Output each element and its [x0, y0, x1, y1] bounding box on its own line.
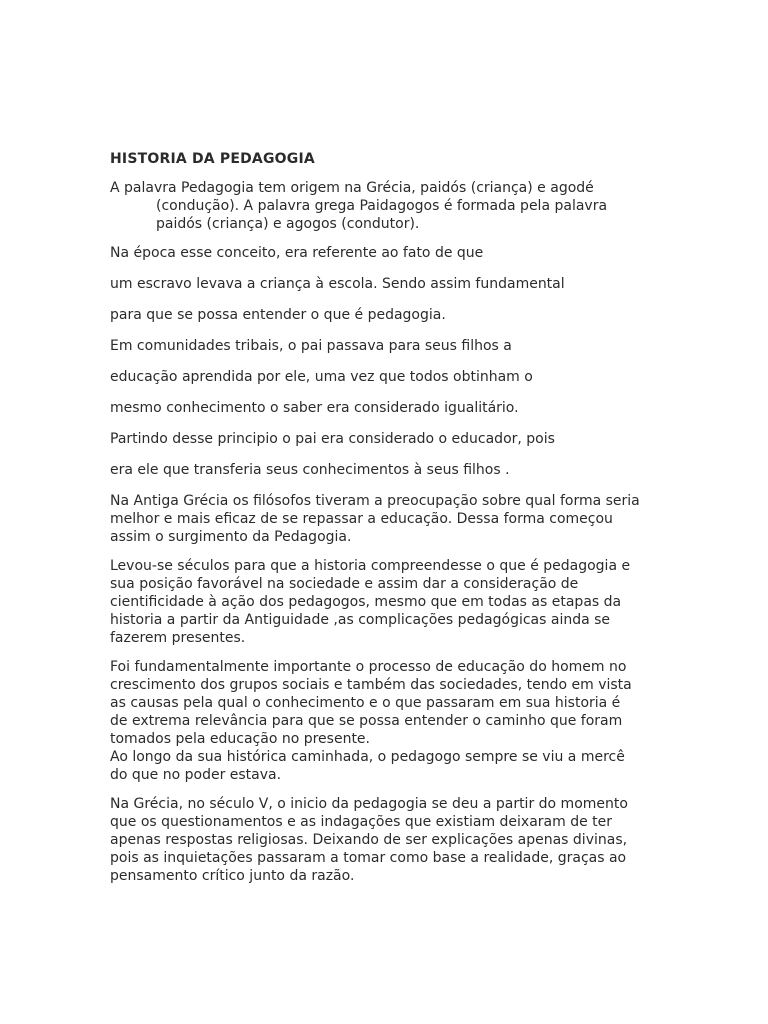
paragraph-line: Em comunidades tribais, o pai passava para seus filhos a	[110, 338, 512, 354]
paragraph-seculo-v: Na Grécia, no século V, o inicio da pedagogia se deu a partir do momento que os questionamentos e as indagações que existiam deixaram de ter apenas respostas religiosas. Deixando de ser explicações apenas divinas, pois as inquietações passaram a tomar como base a realidade, graças ao pensamento crítico junto da razão.	[110, 796, 628, 884]
document-title: HISTORIA DA PEDAGOGIA	[110, 151, 315, 167]
paragraph-origin: A palavra Pedagogia tem origem na Grécia, paidós (criança) e agodé (condução). A palavra grega Paidagogos é formada pela palavra paidós (criança) e agogos (condutor).	[110, 180, 608, 232]
paragraph-line: mesmo conhecimento o saber era considerado igualitário.	[110, 400, 519, 416]
document-body	[110, 150, 642, 896]
paragraph-processo-educacao: Foi fundamentalmente importante o processo de educação do homem no crescimento dos grupos sociais e também das sociedades, tendo em vista as causas pela qual o conhecimento e o que passaram em sua historia é de extrema relevância para que se possa entender o caminho que foram tomados pela educação no presente.	[110, 659, 632, 747]
paragraph-line: para que se possa entender o que é pedagogia.	[110, 307, 446, 323]
paragraph-antiga-grecia: Na Antiga Grécia os filósofos tiveram a preocupação sobre qual forma seria melhor e mais eficaz de se repassar a educação. Dessa forma começou assim o surgimento da Pedagogia.	[110, 493, 640, 545]
paragraph-caminhada: Ao longo da sua histórica caminhada, o pedagogo sempre se viu a mercê do que no poder estava.	[110, 749, 625, 783]
paragraph-seculos: Levou-se séculos para que a historia compreendesse o que é pedagogia e sua posição favorável na sociedade e assim dar a consideração de cientificidade à ação dos pedagogos, mesmo que em todas as etapas da historia a partir da Antiguidade ,as complicações pedagógicas ainda se fazerem presentes.	[110, 558, 631, 646]
paragraph-line: Na época esse conceito, era referente ao fato de que	[110, 245, 484, 261]
paragraph-line: Partindo desse principio o pai era considerado o educador, pois	[110, 431, 555, 447]
paragraph-line: um escravo levava a criança à escola. Sendo assim fundamental	[110, 276, 565, 292]
paragraph-line: educação aprendida por ele, uma vez que todos obtinham o	[110, 369, 533, 385]
paragraph-line: era ele que transferia seus conhecimentos à seus filhos .	[110, 462, 510, 478]
